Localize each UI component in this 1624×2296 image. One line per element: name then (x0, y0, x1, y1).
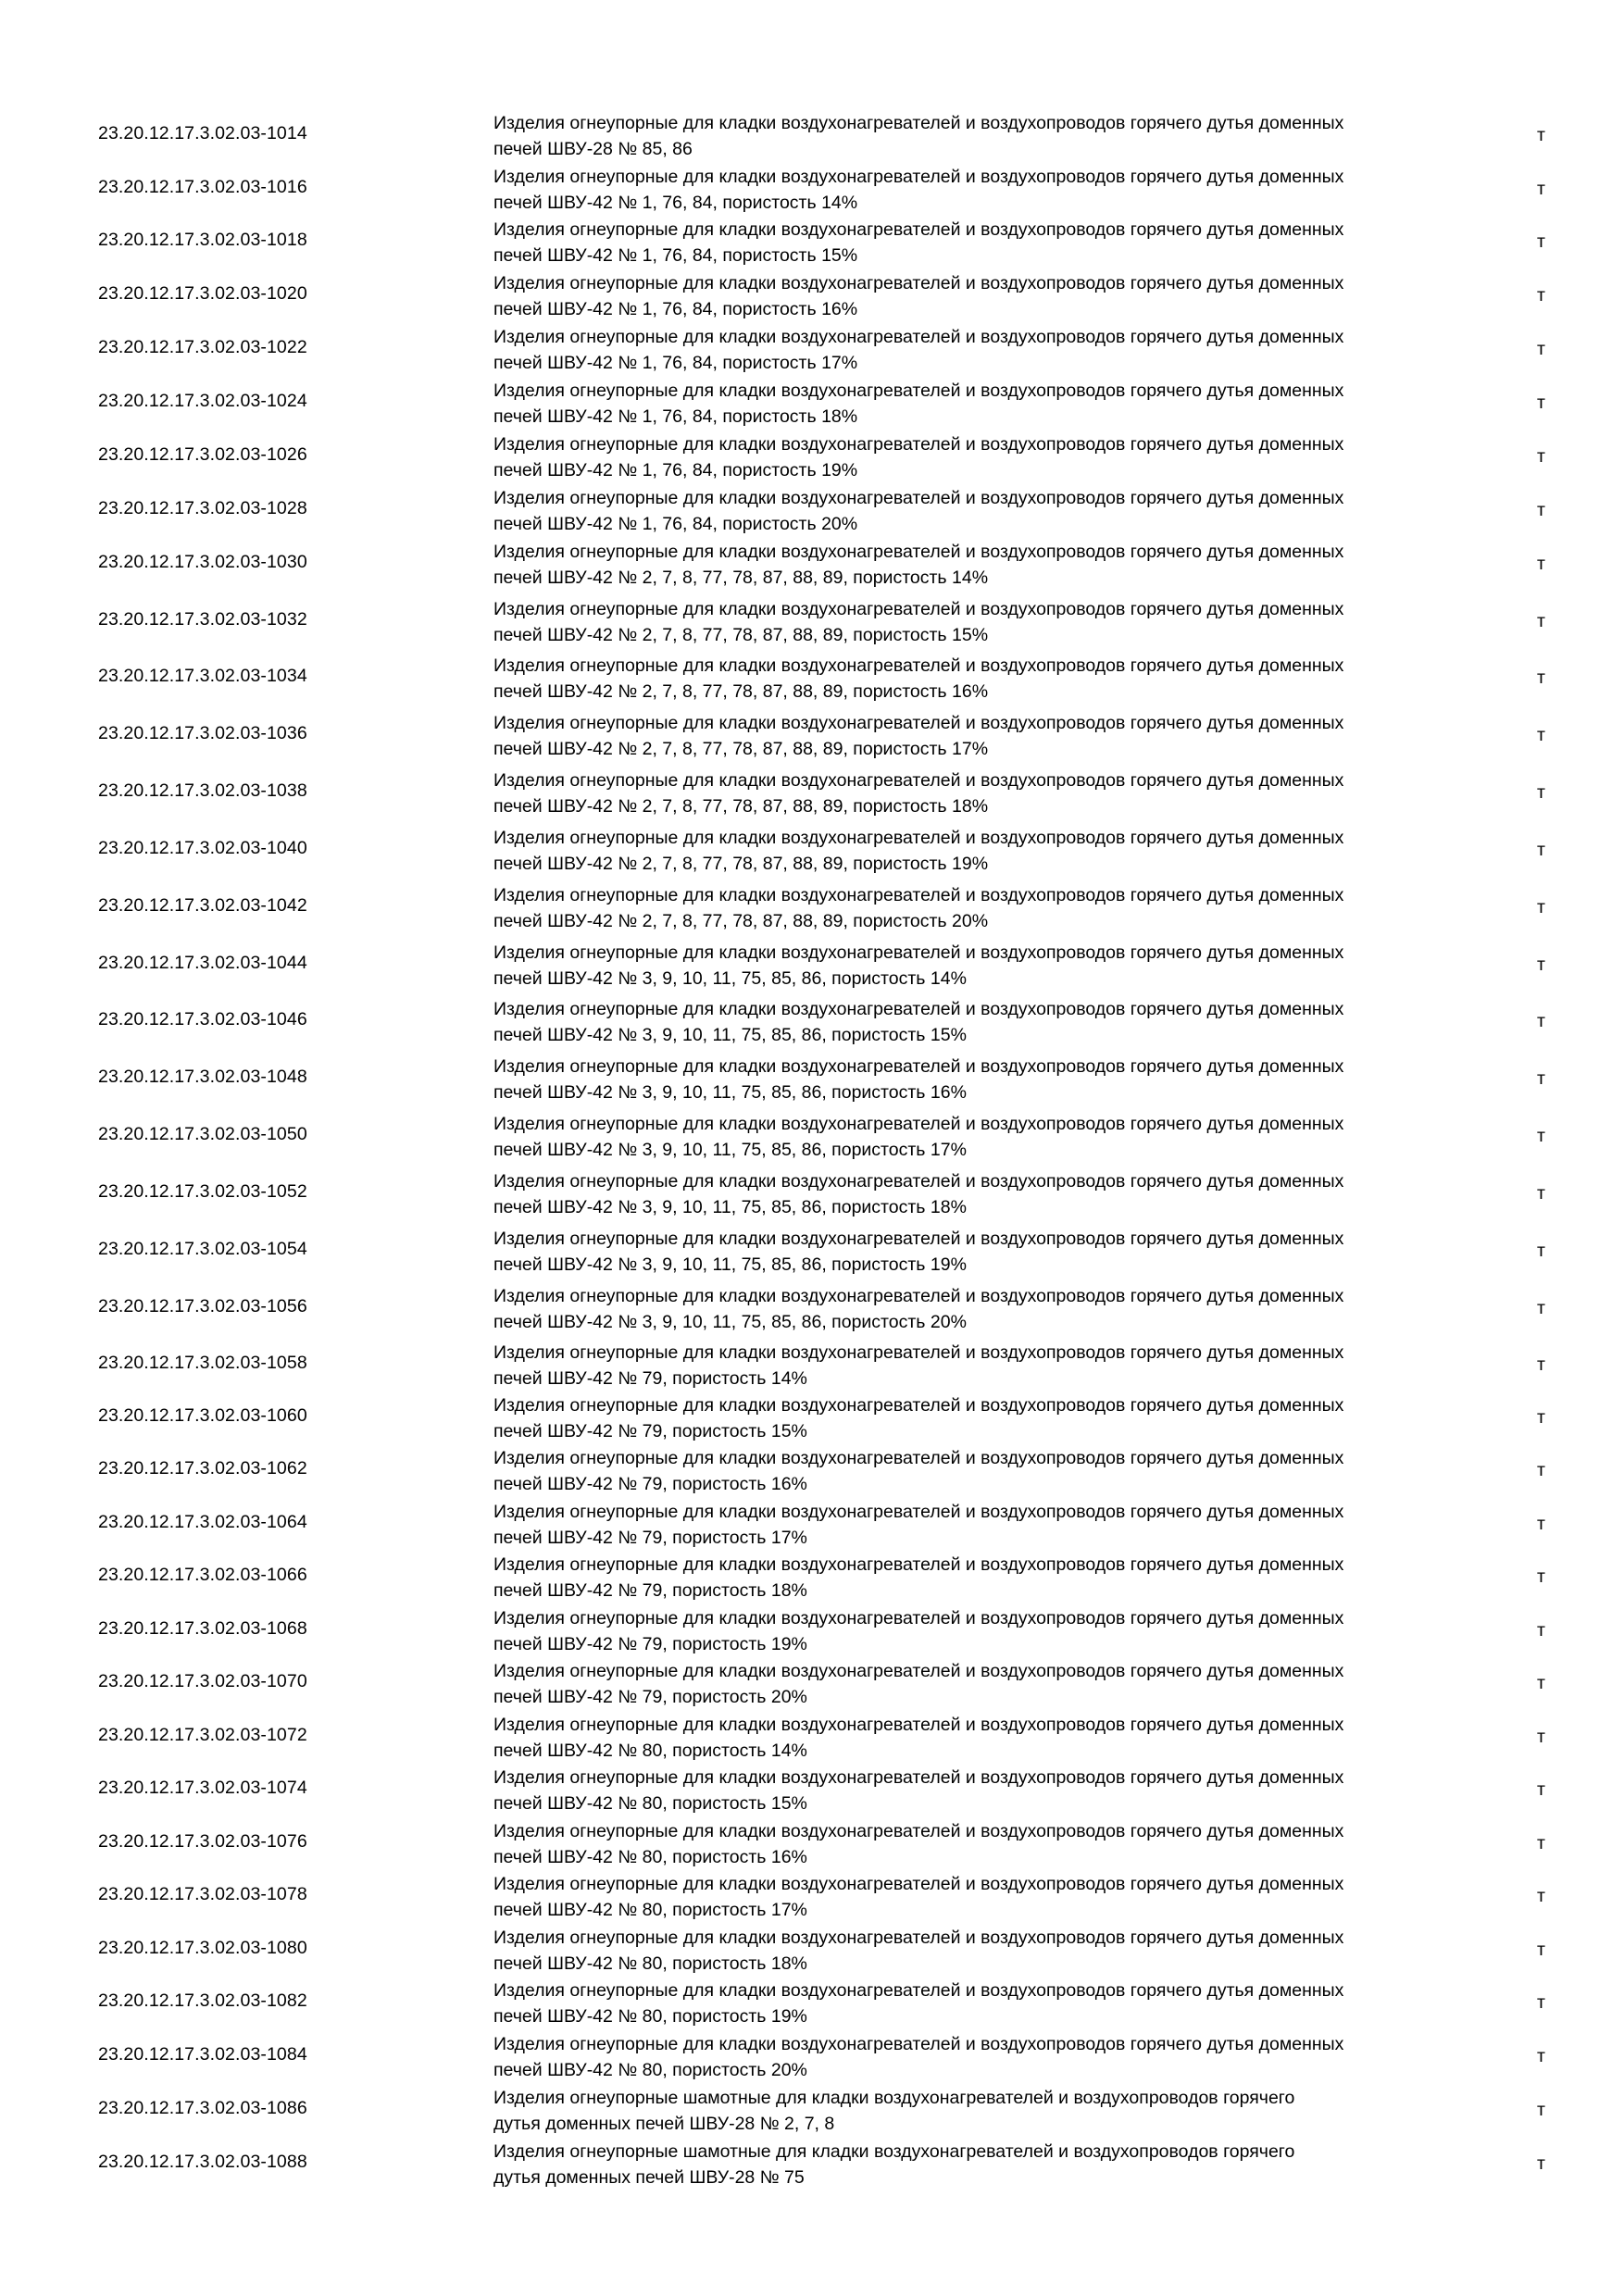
resource-name (493, 1871, 1530, 1923)
resource-code: 23.20.12.17.3.02.03-1018 (98, 230, 307, 250)
resource-name (493, 270, 1530, 322)
resource-name (493, 1658, 1530, 1710)
resource-name-line: Изделия огнеупорные для кладки воздухонагревателей и воздухопроводов горячего дутья доменных (493, 1821, 1344, 1841)
table-row (0, 996, 1624, 1050)
resource-name (493, 1552, 1530, 1603)
resource-name-line: Изделия огнеупорные для кладки воздухонагревателей и воздухопроводов горячего дутья доменных (493, 1171, 1344, 1192)
resource-code: 23.20.12.17.3.02.03-1058 (98, 1353, 307, 1373)
resource-code: 23.20.12.17.3.02.03-1026 (98, 444, 307, 465)
table-row (0, 1445, 1624, 1499)
resource-name (493, 485, 1530, 537)
resource-name-line: Изделия огнеупорные для кладки воздухонагревателей и воздухопроводов горячего дутья доменных (493, 327, 1344, 347)
resource-name-line: печей ШВУ-42 № 2, 7, 8, 77, 78, 87, 88, 89, пористость 18% (493, 796, 989, 817)
table-row (0, 217, 1624, 270)
resource-code: 23.20.12.17.3.02.03-1074 (98, 1778, 307, 1798)
resource-name-line: Изделия огнеупорные для кладки воздухонагревателей и воздухопроводов горячего дутья доменных (493, 1661, 1344, 1681)
unit-of-measure: т (1537, 1354, 1545, 1375)
unit-of-measure: т (1537, 1727, 1545, 1747)
table-row (0, 270, 1624, 324)
unit-of-measure: т (1537, 446, 1545, 467)
resource-name-line: печей ШВУ-42 № 79, пористость 16% (493, 1474, 807, 1494)
unit-of-measure: т (1537, 1241, 1545, 1261)
resource-name (493, 2031, 1530, 2083)
resource-name-line: печей ШВУ-42 № 3, 9, 10, 11, 75, 85, 86, пористость 14% (493, 968, 967, 989)
resource-name-line: Изделия огнеупорные для кладки воздухонагревателей и воздухопроводов горячего дутья доменных (493, 2034, 1344, 2054)
unit-of-measure: т (1537, 955, 1545, 975)
resource-code: 23.20.12.17.3.02.03-1060 (98, 1405, 307, 1426)
resource-name-line: Изделия огнеупорные для кладки воздухонагревателей и воздухопроводов горячего дутья доменных (493, 1874, 1344, 1894)
table-row (0, 1499, 1624, 1553)
resource-name (493, 996, 1530, 1048)
resource-name-line: печей ШВУ-42 № 3, 9, 10, 11, 75, 85, 86, пористость 15% (493, 1025, 967, 1045)
resource-name-line: печей ШВУ-28 № 85, 86 (493, 139, 693, 159)
table-row (0, 485, 1624, 539)
table-row (0, 1871, 1624, 1925)
resource-name (493, 1226, 1530, 1278)
resource-name-line: печей ШВУ-42 № 79, пористость 17% (493, 1528, 807, 1548)
resource-name-line: Изделия огнеупорные для кладки воздухонагревателей и воздухопроводов горячего дутья доменных (493, 1114, 1344, 1134)
resource-name-line: печей ШВУ-42 № 2, 7, 8, 77, 78, 87, 88, 89, пористость 20% (493, 911, 989, 931)
table-row (0, 539, 1624, 593)
resource-name-line: печей ШВУ-42 № 80, пористость 19% (493, 2006, 807, 2027)
table-row (0, 1925, 1624, 1978)
resource-name-line: Изделия огнеупорные для кладки воздухонагревателей и воздухопроводов горячего дутья доменных (493, 1608, 1344, 1628)
resource-name (493, 1818, 1530, 1870)
resource-code: 23.20.12.17.3.02.03-1082 (98, 1990, 307, 2011)
table-row (0, 1392, 1624, 1446)
resource-code: 23.20.12.17.3.02.03-1078 (98, 1884, 307, 1904)
unit-of-measure: т (1537, 1886, 1545, 1906)
unit-of-measure: т (1537, 1833, 1545, 1853)
resource-name-line: Изделия огнеупорные для кладки воздухонагревателей и воздухопроводов горячего дутья доменных (493, 770, 1344, 791)
table-row (0, 164, 1624, 218)
resource-code: 23.20.12.17.3.02.03-1040 (98, 838, 307, 858)
resource-name (493, 2139, 1530, 2190)
resource-code: 23.20.12.17.3.02.03-1044 (98, 953, 307, 973)
resource-name-line: Изделия огнеупорные для кладки воздухонагревателей и воздухопроводов горячего дутья доменных (493, 1342, 1344, 1363)
resource-name-line: печей ШВУ-42 № 79, пористость 20% (493, 1687, 807, 1707)
unit-of-measure: т (1537, 840, 1545, 860)
table-row (0, 596, 1624, 650)
resource-name-line: печей ШВУ-42 № 2, 7, 8, 77, 78, 87, 88, 89, пористость 17% (493, 739, 989, 759)
unit-of-measure: т (1537, 1407, 1545, 1428)
unit-of-measure: т (1537, 1126, 1545, 1146)
resource-name-line: печей ШВУ-42 № 79, пористость 15% (493, 1421, 807, 1441)
resource-name-line: Изделия огнеупорные для кладки воздухонагревателей и воздухопроводов горячего дутья доменных (493, 381, 1344, 401)
resource-code: 23.20.12.17.3.02.03-1024 (98, 391, 307, 411)
resource-name-line: печей ШВУ-42 № 2, 7, 8, 77, 78, 87, 88, 89, пористость 19% (493, 854, 989, 874)
table-row (0, 1111, 1624, 1165)
resource-name (493, 378, 1530, 430)
resource-code: 23.20.12.17.3.02.03-1068 (98, 1618, 307, 1639)
unit-of-measure: т (1537, 393, 1545, 413)
resource-code: 23.20.12.17.3.02.03-1086 (98, 2098, 307, 2118)
resource-name-line: Изделия огнеупорные для кладки воздухонагревателей и воздухопроводов горячего дутья доменных (493, 434, 1344, 455)
resource-code: 23.20.12.17.3.02.03-1076 (98, 1831, 307, 1852)
resource-name (493, 431, 1530, 483)
resource-name-line: Изделия огнеупорные для кладки воздухонагревателей и воздухопроводов горячего дутья доменных (493, 1286, 1344, 1306)
unit-of-measure: т (1537, 2046, 1545, 2066)
resource-name-line: Изделия огнеупорные для кладки воздухонагревателей и воздухопроводов горячего дутья доменных (493, 113, 1344, 133)
resource-name (493, 1283, 1530, 1335)
resource-name-line: Изделия огнеупорные для кладки воздухонагревателей и воздухопроводов горячего дутья доменных (493, 1395, 1344, 1416)
table-row (0, 1658, 1624, 1712)
resource-code: 23.20.12.17.3.02.03-1084 (98, 2044, 307, 2065)
unit-of-measure: т (1537, 1673, 1545, 1693)
resource-name (493, 1392, 1530, 1444)
resource-name (493, 596, 1530, 648)
resource-name-line: дутья доменных печей ШВУ-28 № 75 (493, 2167, 805, 2188)
resource-name-line: печей ШВУ-42 № 1, 76, 84, пористость 16% (493, 299, 858, 319)
table-row (0, 2031, 1624, 2085)
resource-name-line: Изделия огнеупорные для кладки воздухонагревателей и воздухопроводов горячего дутья доменных (493, 885, 1344, 905)
resource-name-line: печей ШВУ-42 № 3, 9, 10, 11, 75, 85, 86, пористость 19% (493, 1254, 967, 1275)
resource-code: 23.20.12.17.3.02.03-1064 (98, 1512, 307, 1532)
unit-of-measure: т (1537, 782, 1545, 803)
resource-name-line: Изделия огнеупорные для кладки воздухонагревателей и воздухопроводов горячего дутья доменных (493, 942, 1344, 963)
resource-code: 23.20.12.17.3.02.03-1028 (98, 498, 307, 518)
resource-code: 23.20.12.17.3.02.03-1088 (98, 2152, 307, 2172)
resource-code: 23.20.12.17.3.02.03-1054 (98, 1239, 307, 1259)
resource-code: 23.20.12.17.3.02.03-1072 (98, 1725, 307, 1745)
resource-name-line: Изделия огнеупорные для кладки воздухонагревателей и воздухопроводов горячего дутья доменных (493, 1056, 1344, 1077)
table-row (0, 378, 1624, 431)
unit-of-measure: т (1537, 1011, 1545, 1031)
unit-of-measure: т (1537, 500, 1545, 520)
resource-code: 23.20.12.17.3.02.03-1014 (98, 123, 307, 144)
table-row (0, 1226, 1624, 1279)
unit-of-measure: т (1537, 125, 1545, 145)
unit-of-measure: т (1537, 1566, 1545, 1587)
resource-name-line: печей ШВУ-42 № 2, 7, 8, 77, 78, 87, 88, 89, пористость 14% (493, 568, 989, 588)
resource-name-line: печей ШВУ-42 № 1, 76, 84, пористость 15% (493, 245, 858, 266)
resource-name-line: Изделия огнеупорные для кладки воздухонагревателей и воздухопроводов горячего дутья доменных (493, 1448, 1344, 1468)
unit-of-measure: т (1537, 1992, 1545, 2013)
table-row (0, 1978, 1624, 2031)
resource-name-line: Изделия огнеупорные для кладки воздухонагревателей и воздухопроводов горячего дутья доменных (493, 1928, 1344, 1948)
resource-name-line: печей ШВУ-42 № 1, 76, 84, пористость 20% (493, 514, 858, 534)
resource-name-line: печей ШВУ-42 № 79, пористость 18% (493, 1580, 807, 1601)
unit-of-measure: т (1537, 611, 1545, 631)
table-row (0, 710, 1624, 764)
resource-code: 23.20.12.17.3.02.03-1036 (98, 723, 307, 743)
resource-code: 23.20.12.17.3.02.03-1048 (98, 1067, 307, 1087)
unit-of-measure: т (1537, 897, 1545, 917)
resource-name-line: печей ШВУ-42 № 2, 7, 8, 77, 78, 87, 88, 89, пористость 15% (493, 625, 989, 645)
table-row (0, 825, 1624, 879)
resource-name (493, 1340, 1530, 1391)
table-row (0, 1712, 1624, 1766)
resource-code: 23.20.12.17.3.02.03-1034 (98, 666, 307, 686)
unit-of-measure: т (1537, 285, 1545, 306)
unit-of-measure: т (1537, 1779, 1545, 1800)
resource-name-line: печей ШВУ-42 № 80, пористость 16% (493, 1847, 807, 1867)
resource-name (493, 825, 1530, 877)
resource-name-line: Изделия огнеупорные для кладки воздухонагревателей и воздухопроводов горячего дутья доменных (493, 1554, 1344, 1575)
unit-of-measure: т (1537, 1068, 1545, 1089)
resource-name (493, 1111, 1530, 1163)
resource-name-line: Изделия огнеупорные для кладки воздухонагревателей и воздухопроводов горячего дутья доменных (493, 1715, 1344, 1735)
resource-name (493, 1445, 1530, 1497)
unit-of-measure: т (1537, 725, 1545, 745)
table-row (0, 1168, 1624, 1222)
resource-name-line: Изделия огнеупорные для кладки воздухонагревателей и воздухопроводов горячего дутья доменных (493, 1980, 1344, 2001)
resource-name-line: печей ШВУ-42 № 3, 9, 10, 11, 75, 85, 86, пористость 18% (493, 1197, 967, 1217)
resource-name-line: печей ШВУ-42 № 80, пористость 14% (493, 1741, 807, 1761)
table-row (0, 1818, 1624, 1872)
resource-name-line: Изделия огнеупорные для кладки воздухонагревателей и воздухопроводов горячего дутья доменных (493, 999, 1344, 1019)
resource-name-line: печей ШВУ-42 № 1, 76, 84, пористость 19% (493, 460, 858, 480)
unit-of-measure: т (1537, 2153, 1545, 2174)
resource-code: 23.20.12.17.3.02.03-1022 (98, 337, 307, 357)
table-row (0, 882, 1624, 936)
table-row (0, 1283, 1624, 1337)
resource-code: 23.20.12.17.3.02.03-1020 (98, 283, 307, 304)
resource-name (493, 882, 1530, 934)
table-row (0, 1054, 1624, 1107)
resource-code: 23.20.12.17.3.02.03-1070 (98, 1671, 307, 1691)
resource-name-line: Изделия огнеупорные для кладки воздухонагревателей и воздухопроводов горячего дутья доменных (493, 599, 1344, 619)
resource-name-line: Изделия огнеупорные для кладки воздухонагревателей и воздухопроводов горячего дутья доменных (493, 273, 1344, 293)
resource-name-line: печей ШВУ-42 № 2, 7, 8, 77, 78, 87, 88, 89, пористость 16% (493, 681, 989, 702)
resource-code: 23.20.12.17.3.02.03-1038 (98, 780, 307, 801)
resource-name (493, 164, 1530, 216)
table-row (0, 1765, 1624, 1818)
resource-code: 23.20.12.17.3.02.03-1080 (98, 1938, 307, 1958)
resource-code: 23.20.12.17.3.02.03-1030 (98, 552, 307, 572)
table-row (0, 324, 1624, 378)
unit-of-measure: т (1537, 554, 1545, 574)
resource-name (493, 1168, 1530, 1220)
unit-of-measure: т (1537, 2100, 1545, 2120)
unit-of-measure: т (1537, 1460, 1545, 1480)
unit-of-measure: т (1537, 179, 1545, 199)
resource-name-line: печей ШВУ-42 № 3, 9, 10, 11, 75, 85, 86, пористость 20% (493, 1312, 967, 1332)
table-row (0, 2139, 1624, 2192)
unit-of-measure: т (1537, 1940, 1545, 1960)
resource-code: 23.20.12.17.3.02.03-1042 (98, 895, 307, 916)
table-row (0, 110, 1624, 164)
resource-name (493, 539, 1530, 591)
unit-of-measure: т (1537, 1183, 1545, 1204)
resource-name-line: печей ШВУ-42 № 1, 76, 84, пористость 18% (493, 406, 858, 427)
resource-name (493, 1054, 1530, 1105)
resource-code: 23.20.12.17.3.02.03-1050 (98, 1124, 307, 1144)
table-row (0, 1340, 1624, 1393)
resource-name (493, 1765, 1530, 1816)
resource-name-line: печей ШВУ-42 № 79, пористость 19% (493, 1634, 807, 1654)
resource-name (493, 710, 1530, 762)
table-row (0, 1552, 1624, 1605)
resource-code: 23.20.12.17.3.02.03-1062 (98, 1458, 307, 1479)
resource-name (493, 110, 1530, 162)
resource-name (493, 1978, 1530, 2029)
resource-code: 23.20.12.17.3.02.03-1066 (98, 1565, 307, 1585)
resource-code: 23.20.12.17.3.02.03-1016 (98, 177, 307, 197)
resource-name-line: Изделия огнеупорные шамотные для кладки воздухонагревателей и воздухопроводов горячего (493, 2141, 1295, 2162)
resource-name-line: печей ШВУ-42 № 3, 9, 10, 11, 75, 85, 86, пористость 17% (493, 1140, 967, 1160)
resource-name (493, 653, 1530, 705)
resource-name-line: Изделия огнеупорные для кладки воздухонагревателей и воздухопроводов горячего дутья доменных (493, 219, 1344, 240)
resource-code: 23.20.12.17.3.02.03-1052 (98, 1181, 307, 1202)
resource-name-line: печей ШВУ-42 № 80, пористость 15% (493, 1793, 807, 1814)
resource-name (493, 2085, 1530, 2137)
resource-name (493, 217, 1530, 268)
table-row (0, 431, 1624, 485)
resource-name-line: Изделия огнеупорные для кладки воздухонагревателей и воздухопроводов горячего дутья доменных (493, 1767, 1344, 1788)
resource-name-line: Изделия огнеупорные для кладки воздухонагревателей и воздухопроводов горячего дутья доменных (493, 713, 1344, 733)
table-row (0, 940, 1624, 993)
resource-name-line: печей ШВУ-42 № 3, 9, 10, 11, 75, 85, 86, пористость 16% (493, 1082, 967, 1103)
resource-name-line: печей ШВУ-42 № 79, пористость 14% (493, 1368, 807, 1389)
resource-name-line: печей ШВУ-42 № 80, пористость 17% (493, 1900, 807, 1920)
resource-name-line: Изделия огнеупорные для кладки воздухонагревателей и воздухопроводов горячего дутья доменных (493, 1502, 1344, 1522)
resource-name-line: Изделия огнеупорные шамотные для кладки воздухонагревателей и воздухопроводов горячего (493, 2088, 1295, 2108)
resource-name (493, 324, 1530, 376)
resource-name-line: Изделия огнеупорные для кладки воздухонагревателей и воздухопроводов горячего дутья доменных (493, 488, 1344, 508)
resource-name-line: дутья доменных печей ШВУ-28 № 2, 7, 8 (493, 2114, 835, 2134)
resource-name-line: Изделия огнеупорные для кладки воздухонагревателей и воздухопроводов горячего дутья доменных (493, 828, 1344, 848)
resource-name-line: печей ШВУ-42 № 1, 76, 84, пористость 17% (493, 353, 858, 373)
resource-name (493, 1925, 1530, 1977)
table-row (0, 1605, 1624, 1659)
resource-name-line: Изделия огнеупорные для кладки воздухонагревателей и воздухопроводов горячего дутья доменных (493, 1229, 1344, 1249)
resource-name (493, 940, 1530, 992)
resource-name (493, 1499, 1530, 1551)
resource-name-line: Изделия огнеупорные для кладки воздухонагревателей и воздухопроводов горячего дутья доменных (493, 542, 1344, 562)
unit-of-measure: т (1537, 1298, 1545, 1318)
resource-name (493, 1712, 1530, 1764)
table-row (0, 767, 1624, 821)
resource-name (493, 767, 1530, 819)
table-row (0, 2085, 1624, 2139)
resource-code: 23.20.12.17.3.02.03-1046 (98, 1009, 307, 1029)
resource-code: 23.20.12.17.3.02.03-1032 (98, 609, 307, 630)
unit-of-measure: т (1537, 231, 1545, 252)
resource-code: 23.20.12.17.3.02.03-1056 (98, 1296, 307, 1316)
unit-of-measure: т (1537, 339, 1545, 359)
resource-name-line: Изделия огнеупорные для кладки воздухонагревателей и воздухопроводов горячего дутья доменных (493, 167, 1344, 187)
unit-of-measure: т (1537, 668, 1545, 688)
resource-name-line: Изделия огнеупорные для кладки воздухонагревателей и воздухопроводов горячего дутья доменных (493, 655, 1344, 676)
unit-of-measure: т (1537, 1620, 1545, 1641)
table-row (0, 653, 1624, 706)
resource-name-line: печей ШВУ-42 № 80, пористость 20% (493, 2060, 807, 2080)
resource-name (493, 1605, 1530, 1657)
resource-name-line: печей ШВУ-42 № 80, пористость 18% (493, 1953, 807, 1974)
unit-of-measure: т (1537, 1514, 1545, 1534)
resource-name-line: печей ШВУ-42 № 1, 76, 84, пористость 14% (493, 193, 858, 213)
